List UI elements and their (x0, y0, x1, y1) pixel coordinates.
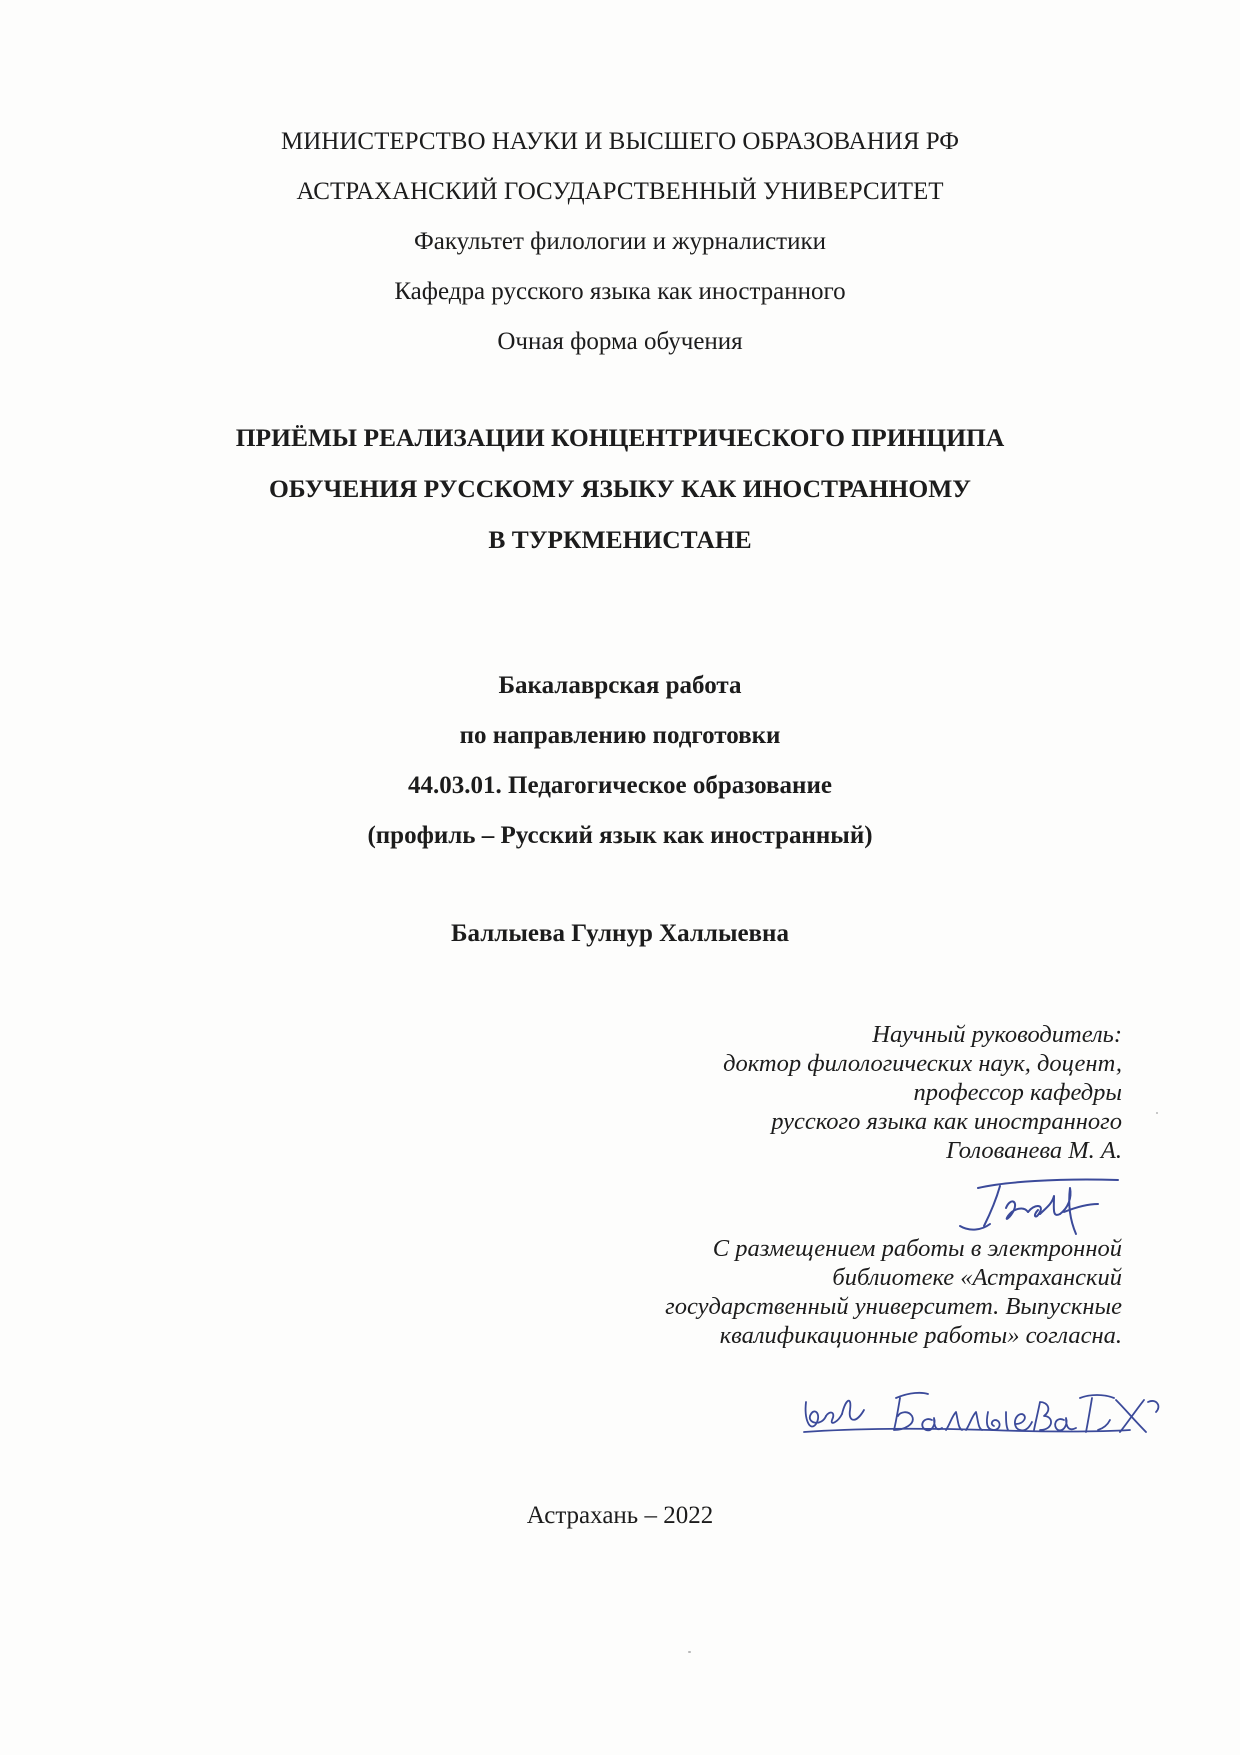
title-line-1: ПРИЁМЫ РЕАЛИЗАЦИИ КОНЦЕНТРИЧЕСКОГО ПРИНЦИПА (235, 423, 1005, 452)
author-name: Баллыева Гулнур Халлыевна (451, 920, 789, 947)
footer-block (0, 1498, 1240, 1534)
consent-line-3: государственный университет. Выпускные (665, 1293, 1122, 1320)
supervisor-name: Голованева М. А. (946, 1137, 1122, 1164)
ministry-line: МИНИСТЕРСТВО НАУКИ И ВЫСШЕГО ОБРАЗОВАНИЯ РФ (281, 128, 959, 155)
supervisor-signature (948, 1174, 1126, 1238)
direction-line: по направлению подготовки (459, 722, 781, 749)
title-line-3: В ТУРКМЕНИСТАНЕ (488, 525, 752, 554)
title-line-2: ОБУЧЕНИЯ РУССКОМУ ЯЗЫКУ КАК ИНОСТРАННОМУ (268, 474, 972, 503)
department-line: Кафедра русского языка как иностранного (394, 278, 846, 305)
supervisor-degree: доктор филологических наук, доцент, (723, 1050, 1122, 1077)
study-form-line: Очная форма обучения (497, 328, 743, 355)
university-line: АСТРАХАНСКИЙ ГОСУДАРСТВЕННЫЙ УНИВЕРСИТЕТ (296, 178, 944, 205)
faculty-line: Факультет филологии и журналистики (414, 228, 826, 255)
author-signature (800, 1380, 1172, 1452)
profile-line: (профиль – Русский язык как иностранный) (367, 822, 873, 849)
city-year: Астрахань – 2022 (526, 1502, 714, 1529)
consent-line-2: библиотеке «Астраханский (832, 1264, 1122, 1291)
consent-line-4: квалификационные работы» согласна. (719, 1322, 1122, 1349)
supervisor-position: профессор кафедры (913, 1079, 1122, 1106)
work-type-line: Бакалаврская работа (498, 672, 742, 699)
work-type-block (0, 668, 1240, 868)
author-block (0, 916, 1240, 952)
consent-block (665, 1234, 1122, 1350)
supervisor-label: Научный руководитель: (872, 1021, 1122, 1048)
scan-speck (688, 1651, 691, 1653)
supervisor-department: русского языка как иностранного (771, 1108, 1122, 1135)
supervisor-block (723, 1020, 1122, 1165)
consent-line-1: С размещением работы в электронной (712, 1235, 1122, 1262)
institution-header (0, 124, 1240, 374)
thesis-title (0, 420, 1240, 573)
scan-speck (1156, 1112, 1158, 1114)
program-code-line: 44.03.01. Педагогическое образование (408, 772, 832, 799)
